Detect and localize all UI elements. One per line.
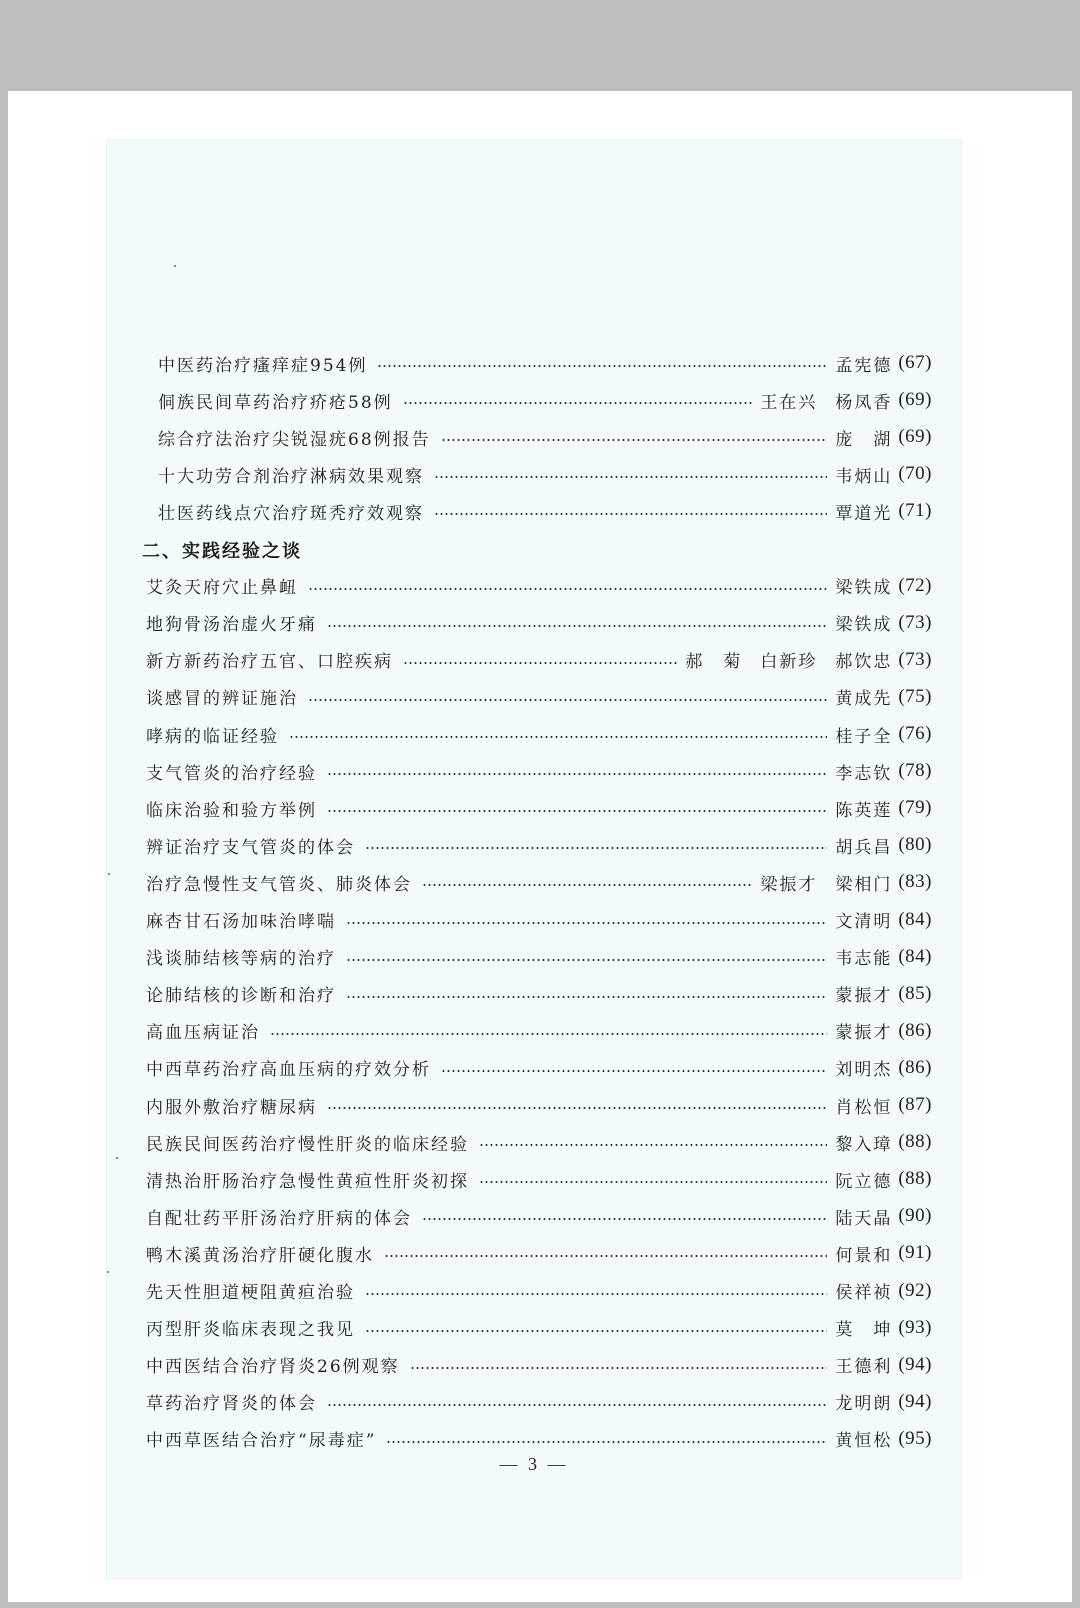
- toc-entry-author: 陈英莲: [835, 800, 893, 821]
- toc-entry-author: 梁铁成: [835, 615, 893, 636]
- toc-entry: [146, 719, 932, 749]
- toc-entry-title: 丙型肝炎临床表现之我见: [146, 1320, 355, 1341]
- toc-entry-page: (88): [898, 1131, 932, 1153]
- toc-entry-authors: [835, 499, 892, 524]
- scan-speck: [116, 1157, 118, 1159]
- toc-entry-title: 侗族民间草药治疗疥疮58例: [158, 392, 393, 413]
- toc-entry-authors: [835, 907, 892, 932]
- dot-leader: [479, 1144, 827, 1146]
- toc-entry-author: 桂子全: [835, 726, 893, 747]
- toc-entry-title: 辨证治疗支气管炎的体会: [146, 837, 355, 858]
- toc-entry-authors: [835, 1278, 892, 1303]
- toc-entry: [146, 756, 932, 786]
- scan-speck: [107, 1271, 109, 1273]
- toc-entry-author: 阮立德: [835, 1171, 893, 1192]
- dot-leader: [410, 1367, 828, 1369]
- toc-entry-title: 治疗急慢性支气管炎、肺炎体会: [146, 874, 412, 895]
- dot-leader: [327, 625, 827, 627]
- toc-entry-author: 覃道光: [835, 503, 893, 524]
- scan-speck: [174, 265, 176, 267]
- dot-leader: [434, 513, 827, 515]
- toc-entry-authors: [760, 388, 892, 413]
- toc-entry-authors: [835, 573, 892, 598]
- toc-entry-author: 李志钦: [835, 763, 893, 784]
- toc-entry-author: 梁相门: [835, 874, 893, 895]
- toc-entry-authors: [835, 351, 892, 376]
- toc-entry-page: (85): [898, 982, 932, 1004]
- toc-entry-page: (78): [898, 760, 932, 782]
- toc-entry-page: (73): [898, 611, 932, 633]
- toc-entry: [146, 1238, 932, 1268]
- toc-entry: [146, 1201, 932, 1231]
- toc-entry-author: 黄成先: [835, 689, 893, 710]
- toc-entry-page: (83): [898, 871, 932, 893]
- toc-entry-authors: [685, 647, 892, 672]
- toc-entry-page: (70): [898, 463, 932, 485]
- toc-entry-authors: [835, 684, 892, 709]
- toc-entry-author: 胡兵昌: [835, 837, 893, 858]
- toc-entry-authors: [835, 796, 892, 821]
- toc-entry-page: (86): [898, 1056, 932, 1078]
- toc-entry-author: 王在兴: [760, 392, 818, 413]
- toc-entry-title: 艾灸天府穴止鼻衄: [146, 578, 298, 599]
- dot-leader: [403, 402, 753, 404]
- toc-entry-author: 蒙振才: [835, 986, 893, 1007]
- dot-leader: [377, 365, 827, 367]
- dot-leader: [384, 1255, 827, 1257]
- toc-entry-title: 支气管炎的治疗经验: [146, 763, 317, 784]
- toc-entry: [146, 1164, 932, 1194]
- dot-leader: [346, 922, 827, 924]
- toc-entry-authors: [835, 833, 892, 858]
- toc-entry-page: (75): [898, 685, 932, 707]
- toc-entry-author: 黎入璋: [835, 1134, 893, 1155]
- toc-entry-author: 何景和: [835, 1245, 893, 1266]
- toc-entry: [146, 1016, 932, 1046]
- toc-entry: [146, 905, 932, 935]
- toc-entry-page: (73): [898, 648, 932, 670]
- toc-entry-page: (87): [898, 1094, 932, 1115]
- toc-entry-title: 地狗骨汤治虚火牙痛: [146, 615, 317, 636]
- toc-entry-authors: [835, 1130, 892, 1155]
- toc-entry: [146, 942, 932, 972]
- toc-entry: [146, 682, 932, 712]
- toc-entry: [146, 979, 932, 1009]
- toc-entry-page: (84): [898, 908, 932, 930]
- toc-entry-page: (92): [898, 1279, 932, 1301]
- dot-leader: [441, 1070, 827, 1072]
- toc-entry-author: 侯祥祯: [835, 1283, 893, 1303]
- toc-entry-authors: [835, 1093, 892, 1118]
- toc-entry-page: (88): [898, 1168, 932, 1190]
- toc-entry-author: 文清明: [835, 912, 893, 932]
- toc-entry-title: 高血压病证治: [146, 1023, 260, 1044]
- toc-entry-authors: [835, 1055, 892, 1080]
- toc-entry-authors: [835, 610, 892, 635]
- scanned-page: [106, 139, 962, 1579]
- toc-entry: [146, 608, 932, 638]
- dot-leader: [365, 847, 827, 849]
- toc-entry-title: 论肺结核的诊断和治疗: [146, 986, 336, 1007]
- toc-entry-title: 鸭木溪黄汤治疗肝硬化腹水: [146, 1245, 374, 1266]
- toc-entry-title: 内服外敷治疗糖尿病: [146, 1097, 317, 1118]
- dot-leader: [422, 1218, 827, 1220]
- toc-entry: [158, 496, 932, 526]
- toc-entry-authors: [835, 1426, 892, 1451]
- toc-entry-title: 中西医结合治疗肾炎26例观察: [146, 1357, 400, 1378]
- toc-entry-title: 浅谈肺结核等病的治疗: [146, 949, 336, 970]
- toc-entry-title: 临床治验和验方举例: [146, 800, 317, 821]
- toc-entry-authors: [835, 1167, 892, 1192]
- toc-entry-title: 十大功劳合剂治疗淋病效果观察: [158, 466, 424, 487]
- dot-leader: [365, 1293, 827, 1295]
- dot-leader: [327, 1107, 827, 1109]
- toc-entry: [146, 1424, 932, 1454]
- toc-entry: [146, 867, 932, 897]
- toc-entry-authors: [835, 1389, 892, 1414]
- dot-leader: [327, 810, 827, 812]
- toc-entry: [146, 1127, 932, 1157]
- toc-entry-page: (94): [898, 1390, 932, 1412]
- section-heading: 二、实践经验之谈: [142, 540, 302, 562]
- toc-entry: [146, 1350, 932, 1380]
- toc-entry-authors: [835, 462, 892, 487]
- toc-entry-author: 庞 湖: [835, 429, 893, 450]
- dot-leader: [270, 1033, 827, 1035]
- toc-entry-title: 中西草药治疗高血压病的疗效分析: [146, 1060, 431, 1081]
- dot-leader: [479, 1181, 827, 1183]
- toc-entry-authors: [835, 425, 892, 450]
- toc-entry-page: (94): [898, 1353, 932, 1375]
- toc-entry: [146, 793, 932, 823]
- toc-entry-author: 肖松恒: [835, 1097, 893, 1118]
- toc-entry: [146, 1090, 932, 1120]
- toc-entry-authors: [835, 1204, 892, 1229]
- toc-entry-author: 郝饮忠: [835, 652, 893, 673]
- toc-entry: [146, 1313, 932, 1343]
- toc-entry-title: 中西草医结合治疗“尿毒症”: [146, 1431, 377, 1452]
- toc-entry-page: (91): [898, 1242, 932, 1264]
- toc-entry-page: (71): [898, 500, 932, 522]
- dot-leader: [434, 476, 827, 478]
- toc-entry-author: 黄恒松: [835, 1431, 893, 1452]
- toc-entry-title: 谈感冒的辨证施治: [146, 689, 298, 710]
- dot-leader: [386, 1441, 827, 1443]
- toc-entry-author: 梁铁成: [835, 578, 893, 599]
- toc-entry-author: 孟宪德: [835, 355, 893, 376]
- toc-entry-page: (69): [898, 426, 932, 448]
- toc-entry-page: (90): [898, 1205, 932, 1227]
- toc-entry-authors: [835, 722, 892, 747]
- dot-leader: [346, 959, 827, 961]
- toc-entry-authors: [835, 1241, 892, 1266]
- toc-entry: [146, 1387, 932, 1417]
- scan-speck: [108, 873, 110, 875]
- toc-entry-title: 中医药治疗瘙痒症954例: [158, 355, 368, 376]
- toc-entry-author: 白新珍: [760, 652, 818, 673]
- toc-entry-page: (67): [898, 352, 932, 373]
- toc-entry-authors: [835, 759, 892, 784]
- dot-leader: [403, 662, 677, 664]
- toc-entry-author: 郝 菊: [685, 652, 743, 673]
- toc-entry-title: 壮医药线点穴治疗斑秃疗效观察: [158, 503, 424, 524]
- toc-entry-author: 莫 坤: [835, 1320, 893, 1341]
- dot-leader: [441, 439, 828, 441]
- dot-leader: [327, 1404, 827, 1406]
- toc-entry-author: 陆天晶: [835, 1208, 893, 1229]
- toc-entry-author: 杨凤香: [835, 392, 893, 413]
- toc-entry-author: 韦炳山: [835, 466, 893, 487]
- toc-entry-title: 新方新药治疗五官、口腔疾病: [146, 652, 393, 673]
- toc-entry-title: 清热治肝肠治疗急慢性黄疸性肝炎初探: [146, 1171, 469, 1192]
- toc-entry: [158, 385, 932, 415]
- page-number: — 3 —: [499, 1454, 569, 1474]
- toc-entry-page: (86): [898, 1019, 932, 1041]
- toc-entry: [158, 348, 932, 378]
- dot-leader: [308, 699, 827, 701]
- dot-leader: [346, 996, 827, 998]
- toc-entry: [158, 422, 932, 452]
- toc-entry-page: (79): [898, 797, 932, 819]
- toc-entry: [146, 571, 932, 601]
- toc-entry-title: 自配壮药平肝汤治疗肝病的体会: [146, 1208, 412, 1229]
- dot-leader: [422, 884, 752, 886]
- toc-entry-title: 草药治疗肾炎的体会: [146, 1394, 317, 1415]
- toc-entry-title: 麻杏甘石汤加味治哮喘: [146, 912, 336, 932]
- toc-entry-authors: [835, 944, 892, 969]
- toc-entry-authors: [835, 1352, 892, 1377]
- toc-entry-author: 龙明朗: [835, 1394, 893, 1415]
- toc-entry-author: 王德利: [835, 1357, 893, 1378]
- toc-entry-page: (80): [898, 834, 932, 856]
- toc-entry-page: (76): [898, 723, 932, 744]
- toc-entry: [146, 830, 932, 860]
- toc-entry-title: 民族民间医药治疗慢性肝炎的临床经验: [146, 1134, 469, 1155]
- toc-entry-page: (72): [898, 574, 932, 596]
- toc-entry-page: (84): [898, 945, 932, 967]
- toc-entry-authors: [835, 981, 892, 1006]
- toc-entry: [146, 1053, 932, 1083]
- toc-entry-page: (69): [898, 389, 932, 411]
- toc-entry-title: 先天性胆道梗阻黄疸治验: [146, 1283, 355, 1303]
- toc-entry: [158, 459, 932, 489]
- toc-entry-author: 梁振才: [760, 874, 818, 895]
- toc-entry-authors: [835, 1315, 892, 1340]
- dot-leader: [327, 773, 827, 775]
- toc-entry: [146, 1276, 932, 1306]
- toc-entry-page: (95): [898, 1427, 932, 1449]
- dot-leader: [365, 1330, 827, 1332]
- toc-entry-title: 综合疗法治疗尖锐湿疣68例报告: [158, 429, 431, 450]
- toc-entry-author: 蒙振才: [835, 1023, 893, 1044]
- toc-entry-title: 哮病的临证经验: [146, 726, 279, 747]
- toc-entry-page: (93): [898, 1316, 932, 1338]
- toc-entry-authors: [835, 1018, 892, 1043]
- toc-entry-author: 韦志能: [835, 949, 893, 970]
- toc-entry: [146, 645, 932, 675]
- toc-entry-author: 刘明杰: [835, 1060, 893, 1081]
- dot-leader: [308, 588, 827, 590]
- toc-entry-authors: [760, 870, 892, 895]
- dot-leader: [289, 736, 827, 738]
